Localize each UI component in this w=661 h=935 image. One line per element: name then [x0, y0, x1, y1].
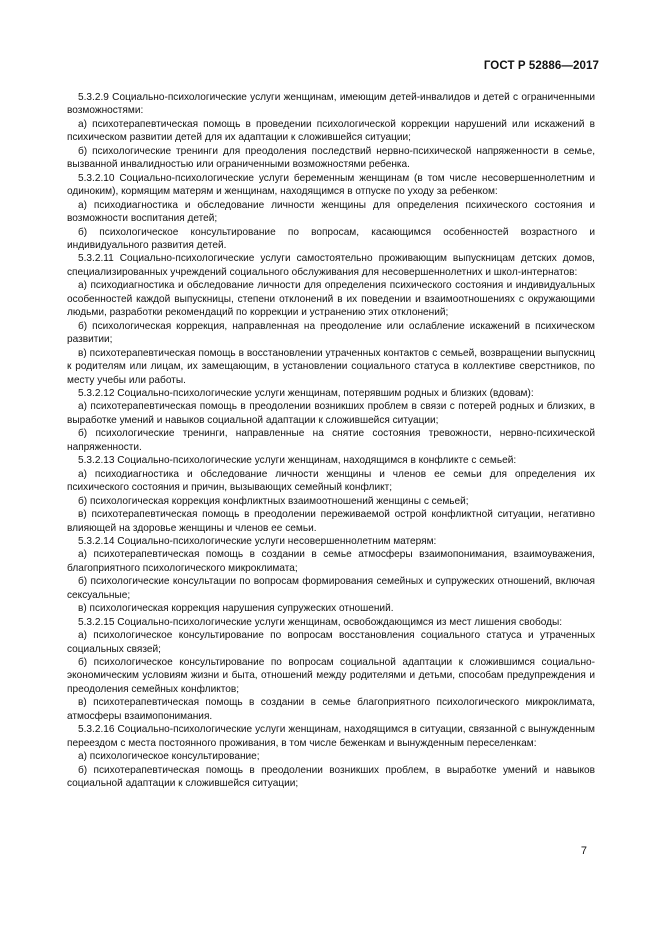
- paragraph: а) психологическое консультирование;: [78, 751, 260, 763]
- paragraph: а) психотерапевтическая помощь в создании в семье атмосферы взаимопонимания, взаимоуважения, благоприятного психологического микроклимата;: [67, 549, 595, 574]
- paragraph: 5.3.2.9 Социально-психологические услуги женщинам, имеющим детей-инвалидов и детей с ограниченными возможностями:: [67, 92, 595, 117]
- page-number: 7: [580, 845, 587, 857]
- paragraph: в) психотерапевтическая помощь в создании в семье благоприятного психологического микроклимата, атмосферы взаимопонимания.: [67, 697, 595, 722]
- paragraph: а) психотерапевтическая помощь в преодолении возникших проблем в связи с потерей родных и близких, в выработке умений и навыков социальной адаптации к сложившейся ситуации;: [67, 401, 595, 426]
- paragraph: а) психодиагностика и обследование личности для определения психического состояния и индивидуальных особенностей каждой выпускницы, степени отклонений в их поведении и взаимоотношениях с окружающими людьми, разработки рекомендаций по коррекции и устранению этих отклонений;: [67, 280, 595, 319]
- paragraph: б) психологическая коррекция конфликтных взаимоотношений женщины с семьей;: [78, 495, 469, 507]
- paragraph: б) психотерапевтическая помощь в преодолении возникших проблем, в выработке умений и навыков социальной адаптации к сложившейся ситуации;: [67, 764, 595, 790]
- paragraph: а) психодиагностика и обследование личности женщины для определения психического состояния и возможности воспитания детей;: [67, 199, 595, 225]
- paragraph: б) психологическое консультирование по вопросам социальной адаптации к сложившимся социально-экономическим условиям жизни и быта, отношений между родителями и детьми, способам предупреждения и преодоления семейных конфликтов;: [67, 657, 595, 695]
- paragraph: б) психологическое консультирование по вопросам, касающимся особенностей возрастного и индивидуального развития детей.: [67, 226, 595, 251]
- paragraph: 5.3.2.10 Социально-психологические услуги беременным женщинам (в том числе несовершеннолетним и одиноким), кормящим матерям и женщинам, находящимся в отпуске по уходу за ребенком:: [67, 172, 595, 198]
- paragraph: б) психологическая коррекция, направленная на преодоление или ослабление искажений в психическом развитии;: [67, 320, 595, 346]
- paragraph: 5.3.2.11 Социально-психологические услуги самостоятельно проживающим выпускницам детских домов, специализированных учреждений социального обслуживания для несовершеннолетних и школ-интернатов:: [67, 253, 595, 278]
- paragraph: б) психологические тренинги, направленные на снятие состояния тревожности, нервно-психической напряженности.: [67, 428, 595, 453]
- document-standard-id: ГОСТ Р 52886—2017: [483, 60, 599, 72]
- paragraph: б) психологические тренинги для преодоления последствий нервно-психической напряженности в семье, вызванной инвалидностью или ограниченными возможностями ребенка.: [67, 145, 595, 171]
- document-body: [67, 91, 595, 791]
- paragraph: 5.3.2.14 Социально-психологические услуги несовершеннолетним матерям:: [78, 535, 437, 547]
- paragraph: в) психотерапевтическая помощь в преодолении переживаемой острой конфликтной ситуации, негативно влияющей на здоровье женщины и членов ее семьи.: [67, 509, 595, 534]
- paragraph: 5.3.2.12 Социально-психологические услуги женщинам, потерявшим родных и близких (вдовам):: [78, 387, 534, 399]
- paragraph: 5.3.2.16 Социально-психологические услуги женщинам, находящимся в ситуации, связанной с вынужденным переездом с места постоянного проживания, в том числе беженкам и вынужденным переселенкам:: [67, 724, 595, 749]
- paragraph: в) психотерапевтическая помощь в восстановлении утраченных контактов с семьей, возвращении выпускниц к родителям или лицам, их замещающим, в установлении социального статуса в коллективе сверстников, по месту учебы или работы.: [67, 347, 595, 386]
- paragraph: 5.3.2.13 Социально-психологические услуги женщинам, находящимся в конфликте с семьей:: [78, 455, 517, 467]
- paragraph: а) психодиагностика и обследование личности женщины и членов ее семьи для определения их психического состояния и причин, вызывающих семейный конфликт;: [67, 468, 595, 494]
- paragraph: 5.3.2.15 Социально-психологические услуги женщинам, освобождающимся из мест лишения свободы:: [78, 616, 563, 628]
- paragraph: а) психологическое консультирование по вопросам восстановления социального статуса и утраченных социальных связей;: [67, 630, 595, 655]
- paragraph: в) психологическая коррекция нарушения супружеских отношений.: [78, 603, 394, 615]
- paragraph: а) психотерапевтическая помощь в проведении психологической коррекции нарушений или искажений в психическом развитии детей для их адаптации к сложившейся ситуации;: [67, 118, 595, 144]
- paragraph: б) психологические консультации по вопросам формирования семейных и супружеских отношений, включая сексуальные;: [67, 576, 595, 601]
